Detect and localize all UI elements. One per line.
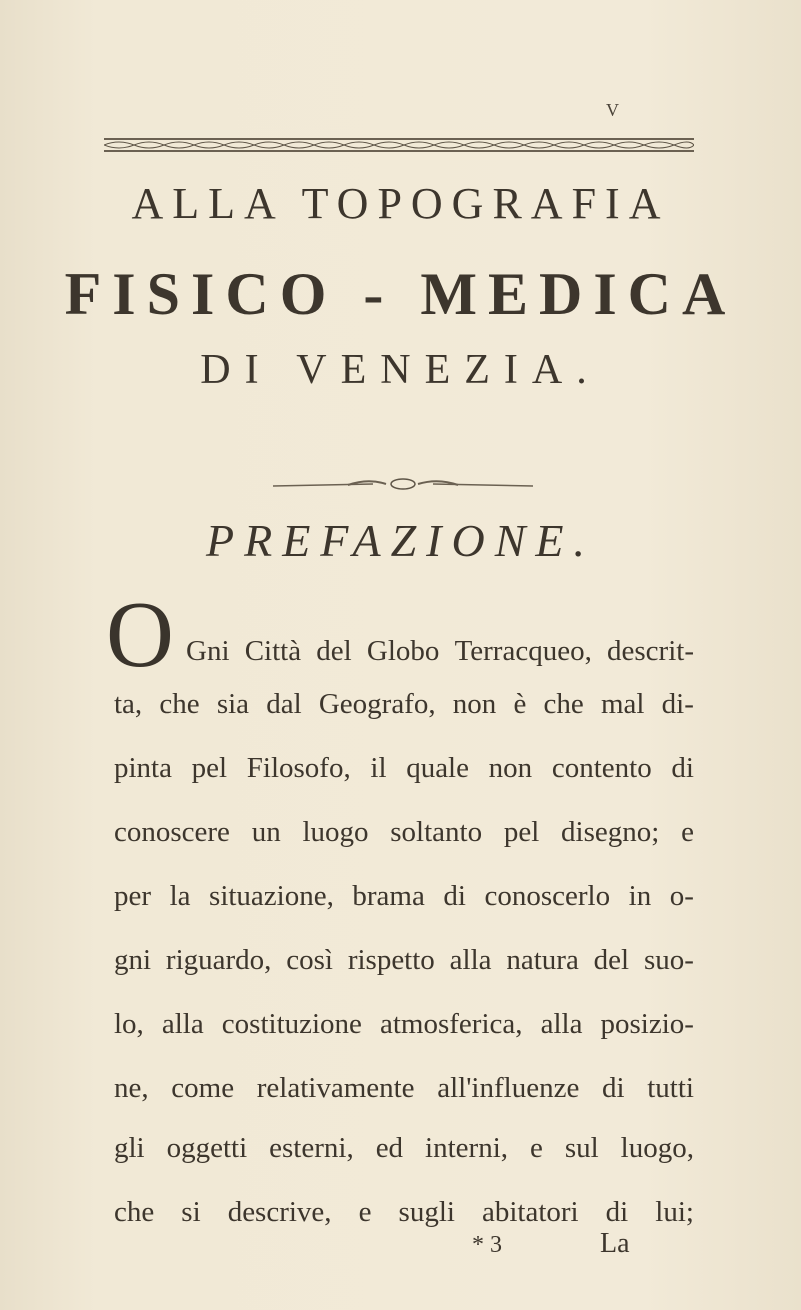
word: gli [114, 1132, 145, 1164]
word: di [443, 880, 466, 912]
word: la [169, 880, 191, 912]
word: che [159, 688, 200, 720]
body-line [114, 1132, 694, 1165]
word: disegno; [561, 816, 660, 848]
word: non [488, 752, 533, 784]
body-line [114, 816, 694, 849]
word: pel [191, 752, 228, 784]
word: situazione, [209, 880, 334, 912]
body-line [114, 880, 694, 913]
word: descrive, [227, 1196, 332, 1228]
word: rispetto [347, 944, 435, 976]
word: soltanto [390, 816, 483, 848]
body-line [114, 1072, 694, 1105]
word: lo, [114, 1008, 144, 1040]
word: di [671, 752, 694, 784]
word: dal [266, 688, 302, 720]
word: natura [506, 944, 579, 976]
word: esterni, [269, 1132, 354, 1164]
word: Terracqueo, [454, 635, 592, 667]
word: relativamente [256, 1072, 415, 1104]
word: come [171, 1072, 235, 1104]
word: che [543, 688, 584, 720]
section-heading: PREFAZIONE. [206, 515, 595, 566]
word: del [316, 635, 352, 667]
word: alla [540, 1008, 583, 1040]
word: luogo [302, 816, 369, 848]
word: non [452, 688, 497, 720]
word: suo- [643, 944, 694, 976]
title-line-3: DI VENEZIA. [200, 347, 601, 393]
word: o- [669, 880, 694, 912]
word: pel [503, 816, 540, 848]
word: e [358, 1196, 372, 1228]
page-number: V [606, 100, 619, 120]
body-line [114, 688, 694, 721]
word: lui; [655, 1196, 694, 1228]
word: sia [216, 688, 250, 720]
word: riguardo, [165, 944, 272, 976]
word: tutti [647, 1072, 694, 1104]
ornamental-divider [268, 474, 538, 494]
body-line [114, 1196, 694, 1229]
word: all'influenze [437, 1072, 580, 1104]
word: e [529, 1132, 543, 1164]
word: così [286, 944, 333, 976]
word: Filosofo, [246, 752, 351, 784]
word: abitatori [481, 1196, 579, 1228]
word: oggetti [166, 1132, 248, 1164]
word: e [681, 816, 694, 848]
word: ta, [114, 688, 143, 720]
word: il [370, 752, 387, 784]
word: sugli [398, 1196, 455, 1228]
word: alla [161, 1008, 204, 1040]
signature-mark: * 3 [472, 1232, 502, 1258]
drop-cap: O [106, 583, 174, 687]
catchword: La [600, 1228, 630, 1259]
word: di [605, 1196, 629, 1228]
word: per [114, 880, 152, 912]
title-line-1: ALLA TOPOGRAFIA [131, 179, 670, 228]
word: luogo, [620, 1132, 694, 1164]
word: atmosferica, [380, 1008, 523, 1040]
word: contento [551, 752, 652, 784]
word: un [251, 816, 281, 848]
word: di- [661, 688, 694, 720]
title-line-2: FISICO - MEDICA [64, 261, 737, 327]
word: brama [352, 880, 425, 912]
word: quale [406, 752, 469, 784]
word: è [513, 688, 527, 720]
word: che [114, 1196, 155, 1228]
word: ed [375, 1132, 404, 1164]
word: Geografo, [318, 688, 436, 720]
word: mal [600, 688, 645, 720]
body-line [114, 1008, 694, 1041]
body-line [114, 944, 694, 977]
ornamental-band [104, 137, 694, 153]
word: ne, [114, 1072, 149, 1104]
word: descrit- [607, 635, 694, 667]
word: costituzione [221, 1008, 362, 1040]
word: sul [564, 1132, 599, 1164]
word: si [181, 1196, 201, 1228]
word: gni [114, 944, 152, 976]
word: conoscere [114, 816, 230, 848]
word: in [628, 880, 652, 912]
word: del [593, 944, 630, 976]
word: conoscerlo [484, 880, 611, 912]
body-line [186, 635, 694, 668]
word: posizio- [600, 1008, 694, 1040]
word: di [601, 1072, 625, 1104]
word: alla [449, 944, 492, 976]
word: Città [244, 635, 302, 667]
word: Gni [186, 635, 230, 667]
word: pinta [114, 752, 172, 784]
word: interni, [425, 1132, 508, 1164]
body-line [114, 752, 694, 785]
word: Globo [366, 635, 440, 667]
